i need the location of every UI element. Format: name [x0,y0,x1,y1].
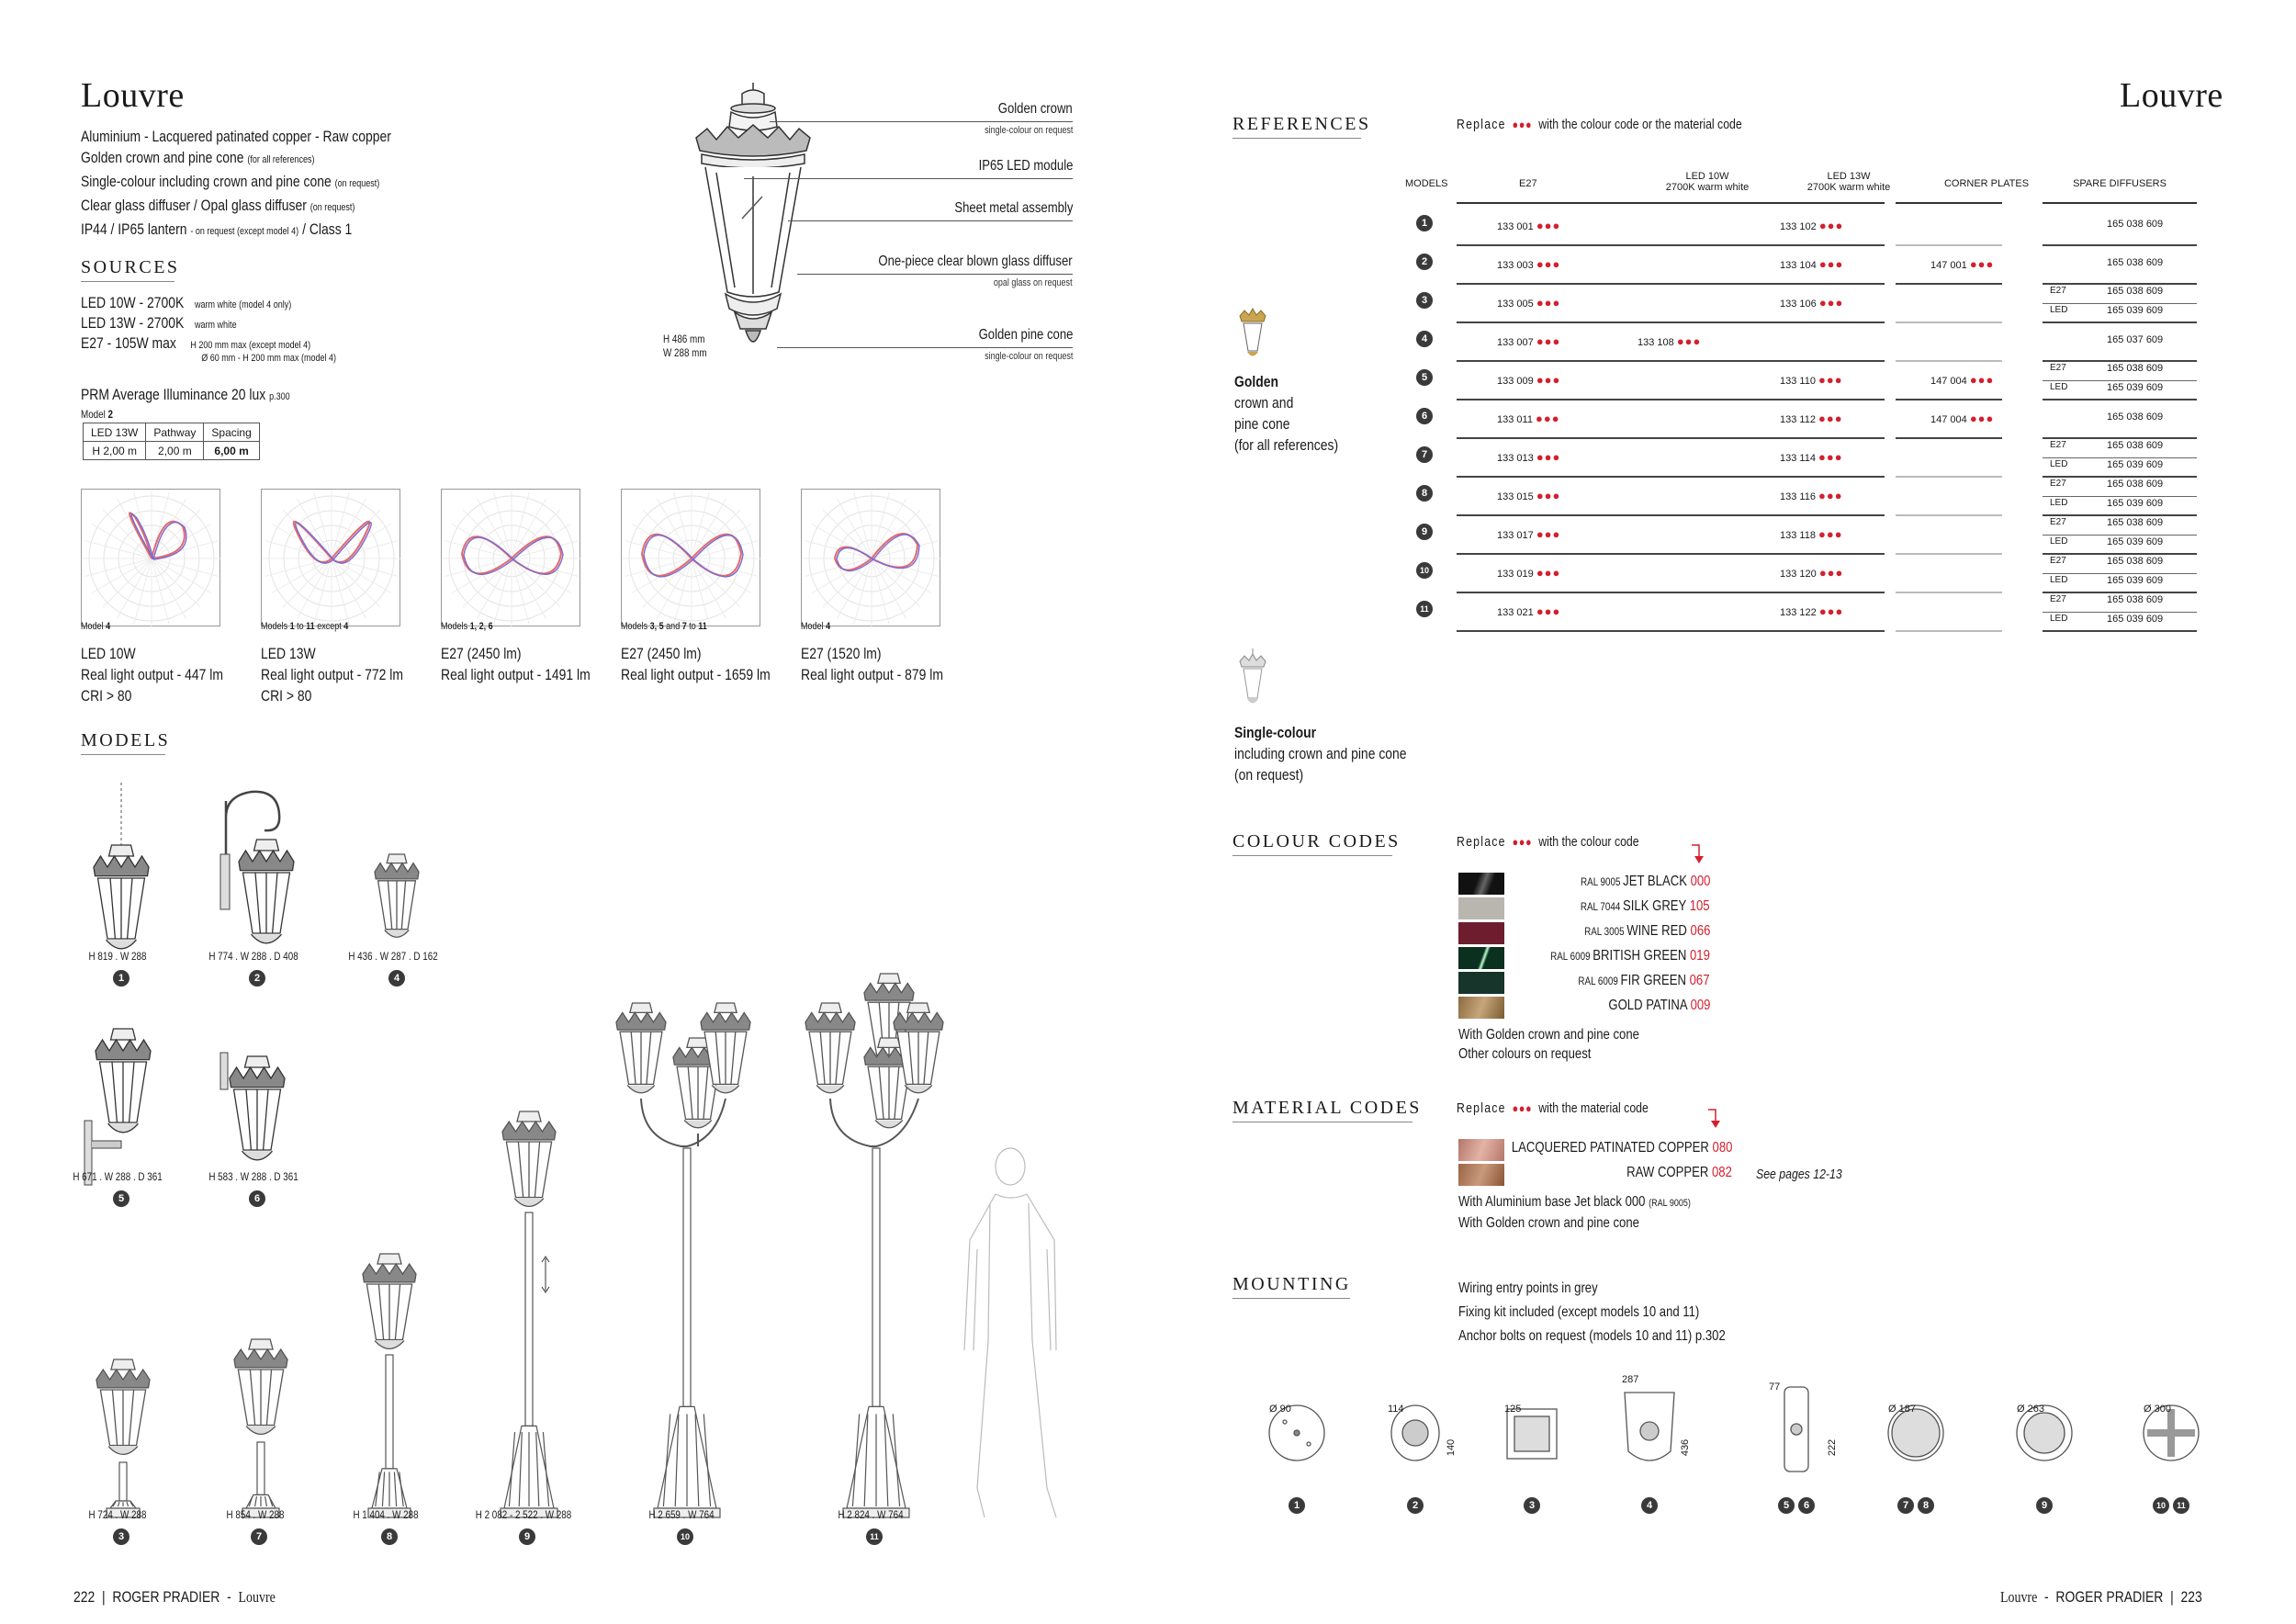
model-dimensions: H 2 824 . W 764 [838,1508,904,1521]
mounting-plate [1255,1378,1338,1479]
model-number-3: 3 [113,1528,129,1545]
ref-spare-type: LED [2050,536,2068,547]
model-number-2: 2 [249,970,265,987]
material-swatch [1458,1139,1504,1161]
ref-e27: 133 015 ●●● [1497,489,1561,502]
ref-spare-diffuser: 165 039 609 [2107,536,2164,547]
model-number-11: 11 [866,1528,883,1545]
ref-led13: 133 114 ●●● [1780,450,1843,464]
ref-spare-type: LED [2050,575,2068,585]
intro-block: Aluminium - Lacquered patinated copper - Raw copper Golden crown and pine cone (for all references) Single-colour including crown and pine cone (on request) Clear glass diffuser / Opal glass diffuser (on request) IP44 / IP65 lantern - on request (except model 4) / Class 1 [81,128,391,238]
ref-spare-type: E27 [2050,363,2066,373]
ref-spare-diffuser: 165 038 609 [2107,556,2164,567]
photometry-model-caption: Models 3, 5 and 7 to 11 [621,621,707,632]
ref-e27: 133 019 ●●● [1497,566,1561,580]
colour-name: RAL 6009 FIR GREEN 067 [1578,973,1710,988]
photometry-model-caption: Models 1, 2, 6 [441,621,493,632]
ref-spare-diffuser: 165 038 609 [2107,440,2164,451]
ref-model-7: 7 [1416,446,1433,463]
intro-line-1: Aluminium - Lacquered patinated copper - Raw copper [81,128,391,145]
mount-model-10: 10 [2153,1497,2169,1514]
mount-model-6: 6 [1798,1497,1815,1514]
intro-line-2: Golden crown and pine cone [81,149,244,166]
ref-led13: 133 122 ●●● [1780,604,1844,618]
diagram-dims: H 486 mm W 288 mm [663,333,707,359]
ref-spare-type: LED [2050,305,2068,315]
mount-model-2: 2 [1407,1497,1424,1514]
model-dimensions: H 724 . W 288 [88,1508,147,1521]
ref-spare-diffuser: 165 039 609 [2107,382,2164,393]
model-number-6: 6 [249,1190,265,1207]
photometric-diagram [621,489,760,626]
ref-led13: 133 104 ●●● [1780,257,1844,271]
ref-led10: 133 108 ●●● [1638,334,1702,348]
ref-spare-type: LED [2050,459,2068,469]
mount-model-8: 8 [1918,1497,1934,1514]
ref-spare-diffuser: 165 039 609 [2107,498,2164,509]
photometric-diagram [81,489,220,626]
see-pages-note: See pages 12-13 [1756,1167,1842,1182]
ref-spare-type: LED [2050,614,2068,624]
model-number-9: 9 [519,1528,535,1545]
ref-corner-plate: 147 001 ●●● [1930,257,1995,271]
ref-corner-plate: 147 004 ●●● [1930,412,1995,425]
ref-led13: 133 118 ●●● [1780,527,1843,541]
ref-spare-type: E27 [2050,440,2066,450]
ref-model-1: 1 [1416,215,1433,231]
colour-swatch [1458,897,1504,919]
mount-model-11: 11 [2173,1497,2189,1514]
ref-e27: 133 013 ●●● [1497,450,1561,464]
ref-model-4: 4 [1416,331,1433,347]
diagram-label: Golden pine cone [978,327,1073,343]
diagram-label: One-piece clear blown glass diffuser [878,254,1073,269]
photometric-diagram [261,489,400,626]
mounting-plate [1608,1378,1691,1479]
photometry-model-caption: Model 4 [801,621,831,632]
mount-dimension-vertical: 436 [1680,1438,1692,1457]
ref-led13: 133 112 ●●● [1780,412,1843,425]
model-dimensions: H 774 . W 288 . D 408 [208,950,298,963]
ref-spare-diffuser: 165 038 609 [2107,286,2164,297]
model-dimensions: H 583 . W 288 . D 361 [208,1170,298,1183]
model-dimensions: H 671 . W 288 . D 361 [73,1170,163,1183]
single-colour-lantern-icon [1236,647,1269,711]
ref-spare-type: E27 [2050,286,2066,296]
material-pointer-arrow [1706,1108,1721,1130]
colour-name: RAL 3005 WINE RED 066 [1583,923,1710,939]
colour-name: RAL 7044 SILK GREY 105 [1581,898,1710,914]
ref-e27: 133 021 ●●● [1497,604,1561,618]
photometry-info: LED 10W Real light output - 447 lm CRI > 80 [81,645,223,705]
golden-lantern-icon [1236,303,1269,362]
mount-dimension: Ø 187 [1888,1404,1916,1415]
photometry-info: E27 (2450 lm) Real light output - 1491 lm [441,645,591,683]
model-dimensions: H 436 . W 287 . D 162 [348,950,438,963]
photometric-diagram [441,489,580,626]
mount-dimension: Ø 263 [2017,1404,2044,1415]
mounting-plate [1755,1378,1838,1479]
ref-spare-type: E27 [2050,517,2066,527]
model-dimensions: H 819 . W 288 [88,950,147,963]
ref-spare-diffuser: 165 038 609 [2107,412,2164,423]
model-number-5: 5 [113,1190,129,1207]
ref-model-2: 2 [1416,254,1433,270]
colour-name: RAL 9005 JET BLACK 000 [1580,874,1710,889]
photometry-info: LED 13W Real light output - 772 lm CRI > 80 [261,645,403,705]
mount-dimension: Ø 300 [2144,1404,2171,1415]
mounting-plate [1374,1378,1457,1479]
model-number-7: 7 [251,1528,267,1545]
ref-e27: 133 005 ●●● [1497,296,1561,310]
ref-spare-diffuser: 165 038 609 [2107,219,2164,230]
single-colour-caption: Single-colour including crown and pine cone (on request) [1234,724,1407,784]
ref-model-5: 5 [1416,369,1433,386]
ref-model-10: 10 [1416,562,1433,579]
model-dimensions: H 2 659 . W 764 [648,1508,715,1521]
ref-model-11: 11 [1416,601,1433,617]
mounting-plate [1491,1378,1573,1479]
ref-spare-type: E27 [2050,479,2066,489]
ref-led13: 133 110 ●●● [1780,373,1843,387]
mount-model-9: 9 [2036,1497,2053,1514]
model-number-1: 1 [113,970,129,987]
mounting-plate [1874,1378,1957,1479]
model-number-10: 10 [677,1528,693,1545]
photometric-diagram [801,489,940,626]
prm-block: PRM Average Illuminance 20 lux p.300 Model 2 [81,386,290,421]
diagram-label: Golden crown [998,101,1073,117]
ref-spare-diffuser: 165 039 609 [2107,305,2164,316]
colour-swatch [1458,947,1504,969]
models-drawings [0,762,1130,1534]
intro-line-5: IP44 / IP65 lantern [81,220,187,238]
material-name: LACQUERED PATINATED COPPER 080 [1511,1140,1732,1156]
colour-swatch [1458,997,1504,1019]
intro-line-3: Single-colour including crown and pine cone [81,173,332,190]
mount-dimension: 77 [1769,1382,1781,1393]
ref-spare-diffuser: 165 039 609 [2107,614,2164,625]
material-codes-note: Replace ●●● with the material code [1457,1100,1649,1116]
mount-dimension: 287 [1622,1374,1639,1385]
colour-name: RAL 6009 BRITISH GREEN 019 [1550,948,1710,964]
ref-spare-diffuser: 165 039 609 [2107,459,2164,470]
material-footnote: With Aluminium base Jet black 000 (RAL 9005) With Golden crown and pine cone [1458,1194,1691,1231]
photometry-model-caption: Model 4 [81,621,111,632]
mount-dimension: Ø 90 [1269,1404,1291,1415]
colour-name: GOLD PATINA 009 [1607,998,1710,1013]
material-swatch [1458,1164,1504,1186]
ref-spare-diffuser: 165 039 609 [2107,575,2164,586]
ref-e27: 133 017 ●●● [1497,527,1561,541]
ref-spare-type: LED [2050,382,2068,392]
photometry-info: E27 (1520 lm) Real light output - 879 lm [801,645,943,683]
intro-line-4: Clear glass diffuser / Opal glass diffuser [81,197,307,214]
mount-model-7: 7 [1897,1497,1914,1514]
material-name: RAW COPPER 082 [1626,1165,1732,1180]
ref-spare-diffuser: 165 038 609 [2107,517,2164,528]
ref-spare-diffuser: 165 038 609 [2107,257,2164,268]
colour-codes-note: Replace ●●● with the colour code [1457,834,1639,850]
diagram-label: IP65 LED module [978,158,1073,174]
colour-swatch [1458,972,1504,994]
ref-led13: 133 116 ●●● [1780,489,1843,502]
ref-spare-diffuser: 165 038 609 [2107,363,2164,374]
ref-spare-diffuser: 165 037 609 [2107,334,2164,345]
material-codes-heading: MATERIAL CODES [1232,1098,1412,1122]
golden-caption: Golden crown and pine cone (for all references) [1234,373,1339,454]
ref-led13: 133 106 ●●● [1780,296,1844,310]
mount-model-5: 5 [1778,1497,1795,1514]
colour-codes-heading: COLOUR CODES [1232,831,1392,856]
ref-model-9: 9 [1416,524,1433,540]
mount-model-4: 4 [1641,1497,1658,1514]
ref-e27: 133 007 ●●● [1497,334,1561,348]
ref-e27: 133 003 ●●● [1497,257,1561,271]
colour-footnote: With Golden crown and pine cone Other colours on request [1458,1027,1639,1062]
mounting-heading: MOUNTING [1232,1274,1350,1299]
mount-dimension-vertical: 222 [1827,1438,1839,1457]
mount-dimension-vertical: 140 [1446,1438,1458,1457]
sources-heading: SOURCES [81,257,174,282]
footer-left: 222 | ROGER PRADIER - Louvre [73,1588,276,1606]
mount-model-1: 1 [1289,1497,1305,1514]
mount-dimension: 125 [1504,1404,1522,1415]
photometry-model-caption: Models 1 to 11 except 4 [261,621,349,632]
mounting-notes: Wiring entry points in grey Fixing kit included (except models 10 and 11) Anchor bolts on request (models 10 and 11) p.302 [1458,1280,1726,1344]
models-heading: MODELS [81,730,165,755]
ref-spare-type: E27 [2050,594,2066,604]
ref-spare-diffuser: 165 038 609 [2107,479,2164,490]
ref-model-3: 3 [1416,292,1433,309]
ref-model-6: 6 [1416,408,1433,424]
lantern-diagram [689,81,817,366]
references-note: Replace ●●● with the colour code or the material code [1457,117,1742,132]
model-number-4: 4 [388,970,405,987]
ref-led13: 133 120 ●●● [1780,566,1844,580]
colour-pointer-arrow [1690,843,1705,865]
colour-swatch [1458,873,1504,895]
footer-right: Louvre - ROGER PRADIER | 223 [2000,1588,2202,1606]
ref-spare-type: LED [2050,498,2068,508]
mounting-plate [2003,1378,2086,1479]
diagram-label: Sheet metal assembly [953,200,1073,216]
ref-spare-diffuser: 165 038 609 [2107,594,2164,605]
ref-e27: 133 001 ●●● [1497,219,1561,232]
page-title-left: Louvre [81,76,185,115]
ref-e27: 133 009 ●●● [1497,373,1561,387]
ref-model-8: 8 [1416,485,1433,502]
references-heading: REFERENCES [1232,114,1361,139]
prm-table: LED 13W Pathway Spacing H 2,00 m 2,00 m 6,00 m [83,423,260,460]
ref-corner-plate: 147 004 ●●● [1930,373,1995,387]
mount-dimension: 114 [1388,1404,1404,1415]
ref-led13: 133 102 ●●● [1780,219,1844,232]
ref-spare-type: E27 [2050,556,2066,566]
sources-list: LED 10W - 2700K warm white (model 4 only) LED 13W - 2700K warm white E27 - 105W max H 200 mm max (except model 4) Ø 60 mm - H 200 mm max (model 4) [81,294,337,364]
colour-swatch [1458,922,1504,944]
model-dimensions: H 854 . W 288 [226,1508,285,1521]
mounting-plate [2130,1378,2212,1479]
ref-e27: 133 011 ●●● [1497,412,1560,425]
photometry-info: E27 (2450 lm) Real light output - 1659 lm [621,645,771,683]
page-title-right: Louvre [2120,76,2223,115]
mount-model-3: 3 [1524,1497,1540,1514]
model-dimensions: H 2 082 - 2 522 . W 288 [475,1508,572,1521]
model-dimensions: H 1 404 . W 288 [353,1508,419,1521]
model-number-8: 8 [381,1528,398,1545]
